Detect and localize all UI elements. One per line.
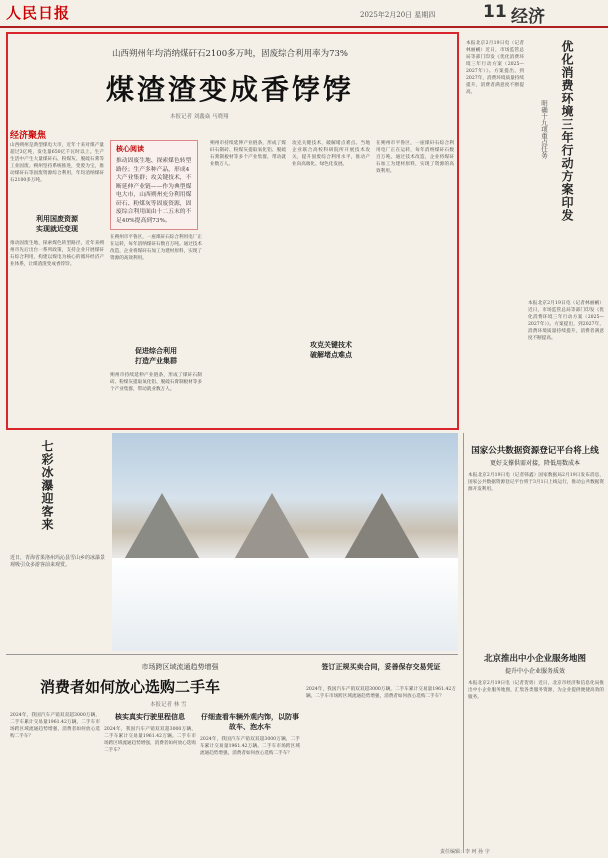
lead-byline: 本报记者 刘鑫焱 马晓翔 bbox=[170, 114, 229, 120]
core-reading-box bbox=[110, 140, 198, 230]
lead-subhead-2: 促进综合利用 打造产业集群 bbox=[135, 346, 177, 365]
lead-body-col3: 在朔州市平鲁区，一座煤矸石综合利用电厂正在运转，每年消纳煤矸石数百万吨。通过技术改造，企业将煤矸石加工为建材原料，实现了资源的高效利用。 bbox=[110, 235, 202, 261]
item3-subtitle: 提升中小企业服务质效 bbox=[504, 668, 565, 675]
right-column-body-2: 本报北京2月19日电（记者林丽鹂）近日，市场监管总局等部门印发《优化消费环境三年行动方案（2025—2027年）》。方案提出，到2027年，消费环境质量持续提升，消费者满意度不断提高。 bbox=[528, 301, 604, 341]
newspaper-logo: 人民日报 bbox=[6, 4, 71, 22]
bottom-headline[interactable]: 消费者如何放心选购二手车 bbox=[40, 678, 221, 696]
page-section-name: 经济 bbox=[511, 7, 545, 27]
bottom-kicker: 市场跨区域流通趋势增强 bbox=[141, 663, 219, 671]
ice-waterfall-photo[interactable] bbox=[112, 433, 458, 651]
photo-caption: 近日，青海省果洛州玛沁县雪山乡的冰瀑景观吸引众多游客前来观赏。 bbox=[10, 555, 106, 568]
mountain-shape bbox=[122, 493, 202, 563]
lead-body-col3b: 朔州市持续延伸产业链条，形成了煤矸石制砖、粉煤灰提取氧化铝、脱硫石膏制板材等多个产业集群，带动就业数万人。 bbox=[110, 373, 202, 392]
right-column-subtitle: 明确十九项重点任务 bbox=[540, 100, 548, 159]
mountain-shape bbox=[342, 493, 422, 563]
right-column-body: 本报北京2月19日电（记者林丽鹂）近日，市场监管总局等部门印发《优化消费环境三年行动方案（2025—2027年）》。方案提出，到2027年，消费环境质量持续提升，消费者满意度不断提高。 bbox=[466, 41, 524, 95]
item2-body: 本报北京2月19日电（记者韩鑫）国家数据局2月19日发布消息，国家公共数据资源登记平台将于3月1日上线运行，推动公共数据资源开发利用。 bbox=[468, 473, 604, 492]
column-divider bbox=[463, 433, 464, 853]
bottom-byline: 本报记者 林 雪 bbox=[150, 702, 187, 708]
dateline: 2025年2月20日 星期四 bbox=[360, 11, 436, 19]
bottom-subhead-2: 仔细查看车辆外观内饰，以防事故车、泡水车 bbox=[201, 712, 299, 731]
right-column-headline[interactable]: 优化消费环境三年行动方案印发 bbox=[560, 40, 574, 222]
bottom-subhead-1: 核实真实行驶里程信息 bbox=[115, 712, 185, 721]
core-reading-title: 核心阅读 bbox=[116, 145, 144, 153]
column-tag: 经济聚焦 bbox=[10, 131, 47, 141]
photo-story-title[interactable]: 七彩冰瀑迎客来 bbox=[40, 440, 54, 531]
lead-body-col6: 在朔州市平鲁区，一座煤矸石综合利用电厂正在运转，每年消纳煤矸石数百万吨。通过技术改造，企业将煤矸石加工为建材原料，实现了资源的高效利用。 bbox=[376, 141, 454, 174]
lead-body-col5: 攻克关键技术，破解堵点难点。当地企业联合高校科研院所开展技术攻关，提升固废综合利用水平，推动产业向高端化、绿色化发展。 bbox=[292, 141, 370, 167]
lead-body-col4: 朔州市持续延伸产业链条，形成了煤矸石制砖、粉煤灰提取氧化铝、脱硫石膏制板材等多个产业集群，带动就业数万人。 bbox=[210, 141, 286, 167]
lead-body-col2: 推动固废生地，探索煤色转型路径，近年来朔州市先后出台一系列政策，支持企业开展煤矸石综合利用，构建以煤电为核心的循环经济产业体系，让煤渣渣变成香饽饽。 bbox=[10, 241, 104, 267]
bottom-body-col3: 2024年，我国汽车产销双双超3000万辆，二手车累计交易量1961.42万辆。二手车市场跨区域流通趋势增强，消费者如何放心选购二手车？ bbox=[200, 737, 300, 756]
bottom-body-col2: 2024年，我国汽车产销双双超3000万辆，二手车累计交易量1961.42万辆。二手车市场跨区域流通趋势增强，消费者如何放心选购二手车？ bbox=[104, 727, 196, 753]
lead-kicker: 山西朔州年均消纳煤矸石2100多万吨，固废综合利用率为73% bbox=[111, 49, 349, 59]
item2-subtitle: 更好支撑供需对接，降低用数成本 bbox=[489, 460, 580, 467]
mountain-shape bbox=[232, 493, 312, 563]
snow-field bbox=[112, 558, 458, 651]
masthead bbox=[0, 0, 608, 28]
item3-body: 本报北京2月19日电（记者贺勇）近日，北京市经济和信息化局推出中小企业服务地图，汇集各类服务资源，为企业提供便捷高效的服务。 bbox=[468, 681, 604, 700]
item2-headline[interactable]: 国家公共数据资源登记平台将上线 bbox=[471, 446, 599, 456]
page-number: 11 bbox=[483, 2, 507, 22]
bottom-subhead-3: 签订正规买卖合同，妥善保存交易凭证 bbox=[321, 662, 441, 671]
bottom-body-col1: 2024年，我国汽车产销双双超3000万辆，二手车累计交易量1961.42万辆。二手车市场跨区域流通趋势增强，消费者如何放心选购二手车？ bbox=[10, 713, 100, 739]
lead-body-col1: 山西朔州是典型煤电大市，近年十来对煤产量超过3亿吨，发电量650亿千瓦时以上。生产生活中产生大量煤矸石、粉煤灰、脱硫石膏等工业固废。朔州坚持系统推进，变废为宝，推动煤矸石等固废资源综合利用，年均消纳煤矸石2100多万吨。 bbox=[10, 143, 104, 183]
lead-subhead-3: 攻克关键技术 破解堵点难点 bbox=[310, 340, 352, 359]
lead-headline[interactable]: 煤渣渣变成香饽饽 bbox=[105, 73, 354, 106]
bottom-body-col4: 2024年，我国汽车产销双双超3000万辆，二手车累计交易量1961.42万辆。二手车市场跨区域流通趋势增强，消费者如何放心选购二手车？ bbox=[306, 687, 456, 699]
page-footer: 责任编辑：李 珂 孙 宇 bbox=[440, 849, 490, 855]
item3-headline[interactable]: 北京推出中小企业服务地图 bbox=[483, 654, 586, 664]
core-reading-text: 推动固废生地、探索煤色转型路径；生产多种产品，形成4大产业集群；攻关键技术，不断延伸产业链——作为典型煤电大市，山西朔州充分利用煤矸石、粉煤灰等固废资源，固废综合利用面由十二五末的不足40%提高到73%。 bbox=[116, 158, 192, 224]
lead-subhead-1: 利用国废资源 实现就近变现 bbox=[36, 214, 78, 233]
section-divider bbox=[6, 654, 458, 655]
